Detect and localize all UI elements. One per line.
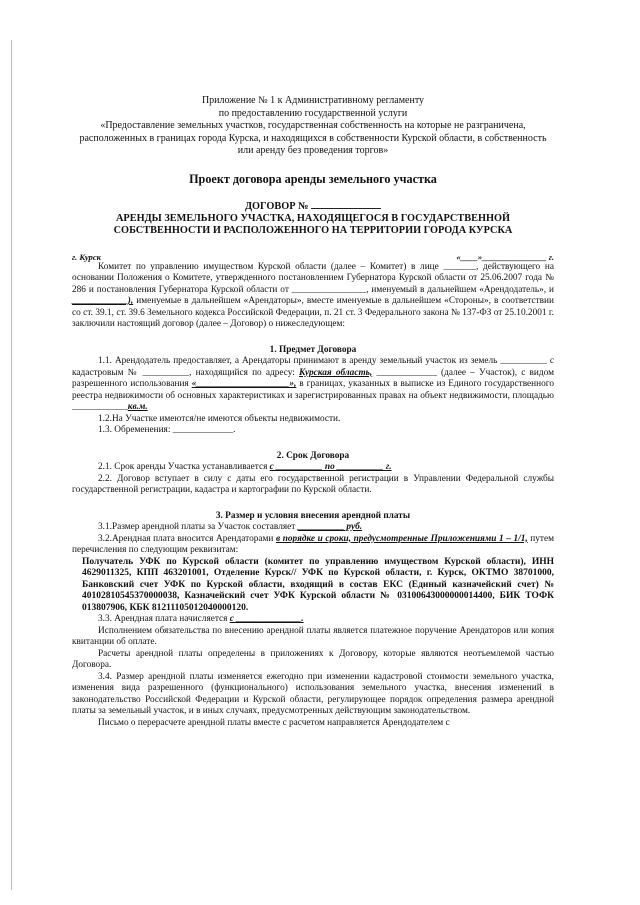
contract-date: «____»_______________ г.: [456, 251, 554, 262]
intro-text-1: Комитет по управлению имуществом Курской области (далее – Комитет) в лице _______, действующего на основании Положения о Комитете, утвержденного постановлением Губернатора Курской области от 25.06.2007 года № 286 и постановления Губернатора Курской области от ________________, именуемый в дальнейшем «Арендодатель», и: [72, 261, 554, 295]
clause-1-1-text-c: в границах, указанных в выписке из Единого государственного реестра недвижимости об основных характеристиках и зарегистрированных правах на объект недвижимости, площадью ____________: [72, 379, 554, 412]
intro-lessee-blank: ____________),: [72, 296, 134, 306]
clause-3-1: [72, 522, 554, 534]
contract-number-label: ДОГОВОР №: [244, 200, 309, 212]
clause-2-1-term: с __________ по __________ г.: [269, 462, 392, 472]
clause-3-1-text: 3.1.Размер арендной платы за Участок составляет: [98, 522, 298, 532]
clause-3-3-text: 3.3. Арендная плата начисляется: [98, 614, 230, 625]
annex-line-1: Приложение № 1 к Административному регламенту: [201, 95, 425, 106]
clause-1-3: 1.3. Обременения: _____________.: [98, 425, 236, 435]
clause-1-1-address: Курская область,: [299, 367, 373, 378]
contract-city: г. Курск: [72, 251, 101, 262]
clause-2-1-text: 2.1. Срок аренды Участка устанавливается: [98, 462, 270, 472]
annex-line-2: по предоставлению государственной услуги: [218, 107, 408, 119]
clause-1-2: 1.2.На Участке имеются/не имеются объекты недвижимости.: [98, 413, 341, 424]
document-body: [72, 95, 554, 729]
section-2-title: 2. Срок Договора: [276, 450, 350, 461]
clause-3-4: 3.4. Размер арендной платы изменяется ежегодно при изменении кадастровой стоимости земельного участка, изменения вида разрешенного (функционального) использования земельного участка, внесения изменений в законодательство Российской Федерации и Курской области, регулирующее порядок определения размера арендной платы за земельный участок, и в иных случаях, предусмотренных действующим законодательством.: [72, 671, 554, 717]
project-title: Проект договора аренды земельного участка: [189, 171, 437, 186]
intro-paragraph: [72, 262, 554, 331]
recalc-letter-paragraph: Письмо о перерасчете арендной платы вместе с расчетом направляется Арендодателем с: [98, 717, 450, 728]
annex-line-3: «Предоставление земельных участков, государственная собственность на которые не разграничена, расположенных в границах города Курска, и находящихся в собственности Курской области, в собственность или аренду без проведения торгов»: [79, 120, 547, 156]
payment-execution-paragraph: Исполнением обязательства по внесению арендной платы является платежное поручение Арендаторов или копия квитанции об оплате.: [72, 625, 554, 648]
clause-1-1-text-a: 1.1. Арендодатель предоставляет, а Арендаторы принимают в аренду земельный участок из земель __________ с кадастровым № __________, находящийся по адресу:: [72, 356, 554, 378]
city-date-row: [72, 252, 554, 262]
clause-3-3: [72, 614, 554, 626]
clause-3-1-amount: __________ руб.: [297, 522, 363, 532]
clause-3-2-text-a: 3.2.Арендная плата вносится Арендаторами: [98, 533, 276, 544]
annex-header: [72, 95, 554, 158]
payment-requisites: Получатель УФК по Курской области (комитет по управлению имуществом Курской области), ИНН 4629011325, КПП 463201001, Отделение Курск// УФК по Курской области, г. Курск, ОКТМО 38701000, Банковский счет УФК по Курской области, входящий в состав ЕКС (Единый казначейский счет) № 40102810545370000038, Казначейский счет УФК Курской области № 03100643000000014400, БИК ТОФК 013807906, КБК 81211105012040000120.: [82, 556, 554, 613]
section-1-title: 1. Предмет Договора: [269, 344, 357, 355]
section-3-title: 3. Размер и условия внесения арендной платы: [215, 510, 411, 521]
clause-3-2-schedule: в порядке и сроки, предусмотренные Приложениями 1 – 1/1,: [275, 533, 528, 544]
payment-calc-paragraph: Расчеты арендной платы определены в приложениях к Договору, которые являются неотъемлемой частью Договора.: [72, 648, 554, 671]
clause-3-3-date: с ______________.: [229, 614, 304, 625]
intro-text-2: именуемые в дальнейшем «Арендаторы», вместе именуемые в дальнейшем «Стороны», в соответствии со ст. 39.1, ст. 39.6 Земельного кодекса Российской Федерации, п. 21 ст. 3 Федерального закона № 137-ФЗ от 25.10.2001 г. заключили настоящий договор (далее – Договор) о нижеследующем:: [72, 296, 554, 329]
clause-3-2-text-b: путем перечисления по следующим реквизитам:: [72, 533, 554, 555]
clause-1-1-area-unit: кв.м.: [127, 402, 148, 412]
contract-heading: АРЕНДЫ ЗЕМЕЛЬНОГО УЧАСТКА, НАХОДЯЩЕГОСЯ В ГОСУДАРСТВЕННОЙ СОБСТВЕННОСТИ И РАСПОЛОЖЕННОГО НА ТЕРРИТОРИИ ГОРОДА КУРСКА: [113, 212, 513, 236]
clause-1-1-permitted-use: «____________________»,: [191, 379, 297, 389]
clause-3-2: [72, 534, 554, 557]
contract-number-blank: [311, 200, 381, 209]
clause-1-1: [72, 356, 554, 414]
scan-edge-line: [11, 40, 12, 890]
clause-1-1-text-b: _____________ (далее – Участок), с видом разрешенного использования: [72, 367, 554, 389]
clause-2-1: [72, 462, 554, 474]
contract-number: [72, 200, 554, 213]
clause-2-2: 2.2. Договор вступает в силу с даты его государственной регистрации в Управлении Федеральной службы государственной регистрации, кадастра и картографии по Курской области.: [72, 473, 554, 495]
